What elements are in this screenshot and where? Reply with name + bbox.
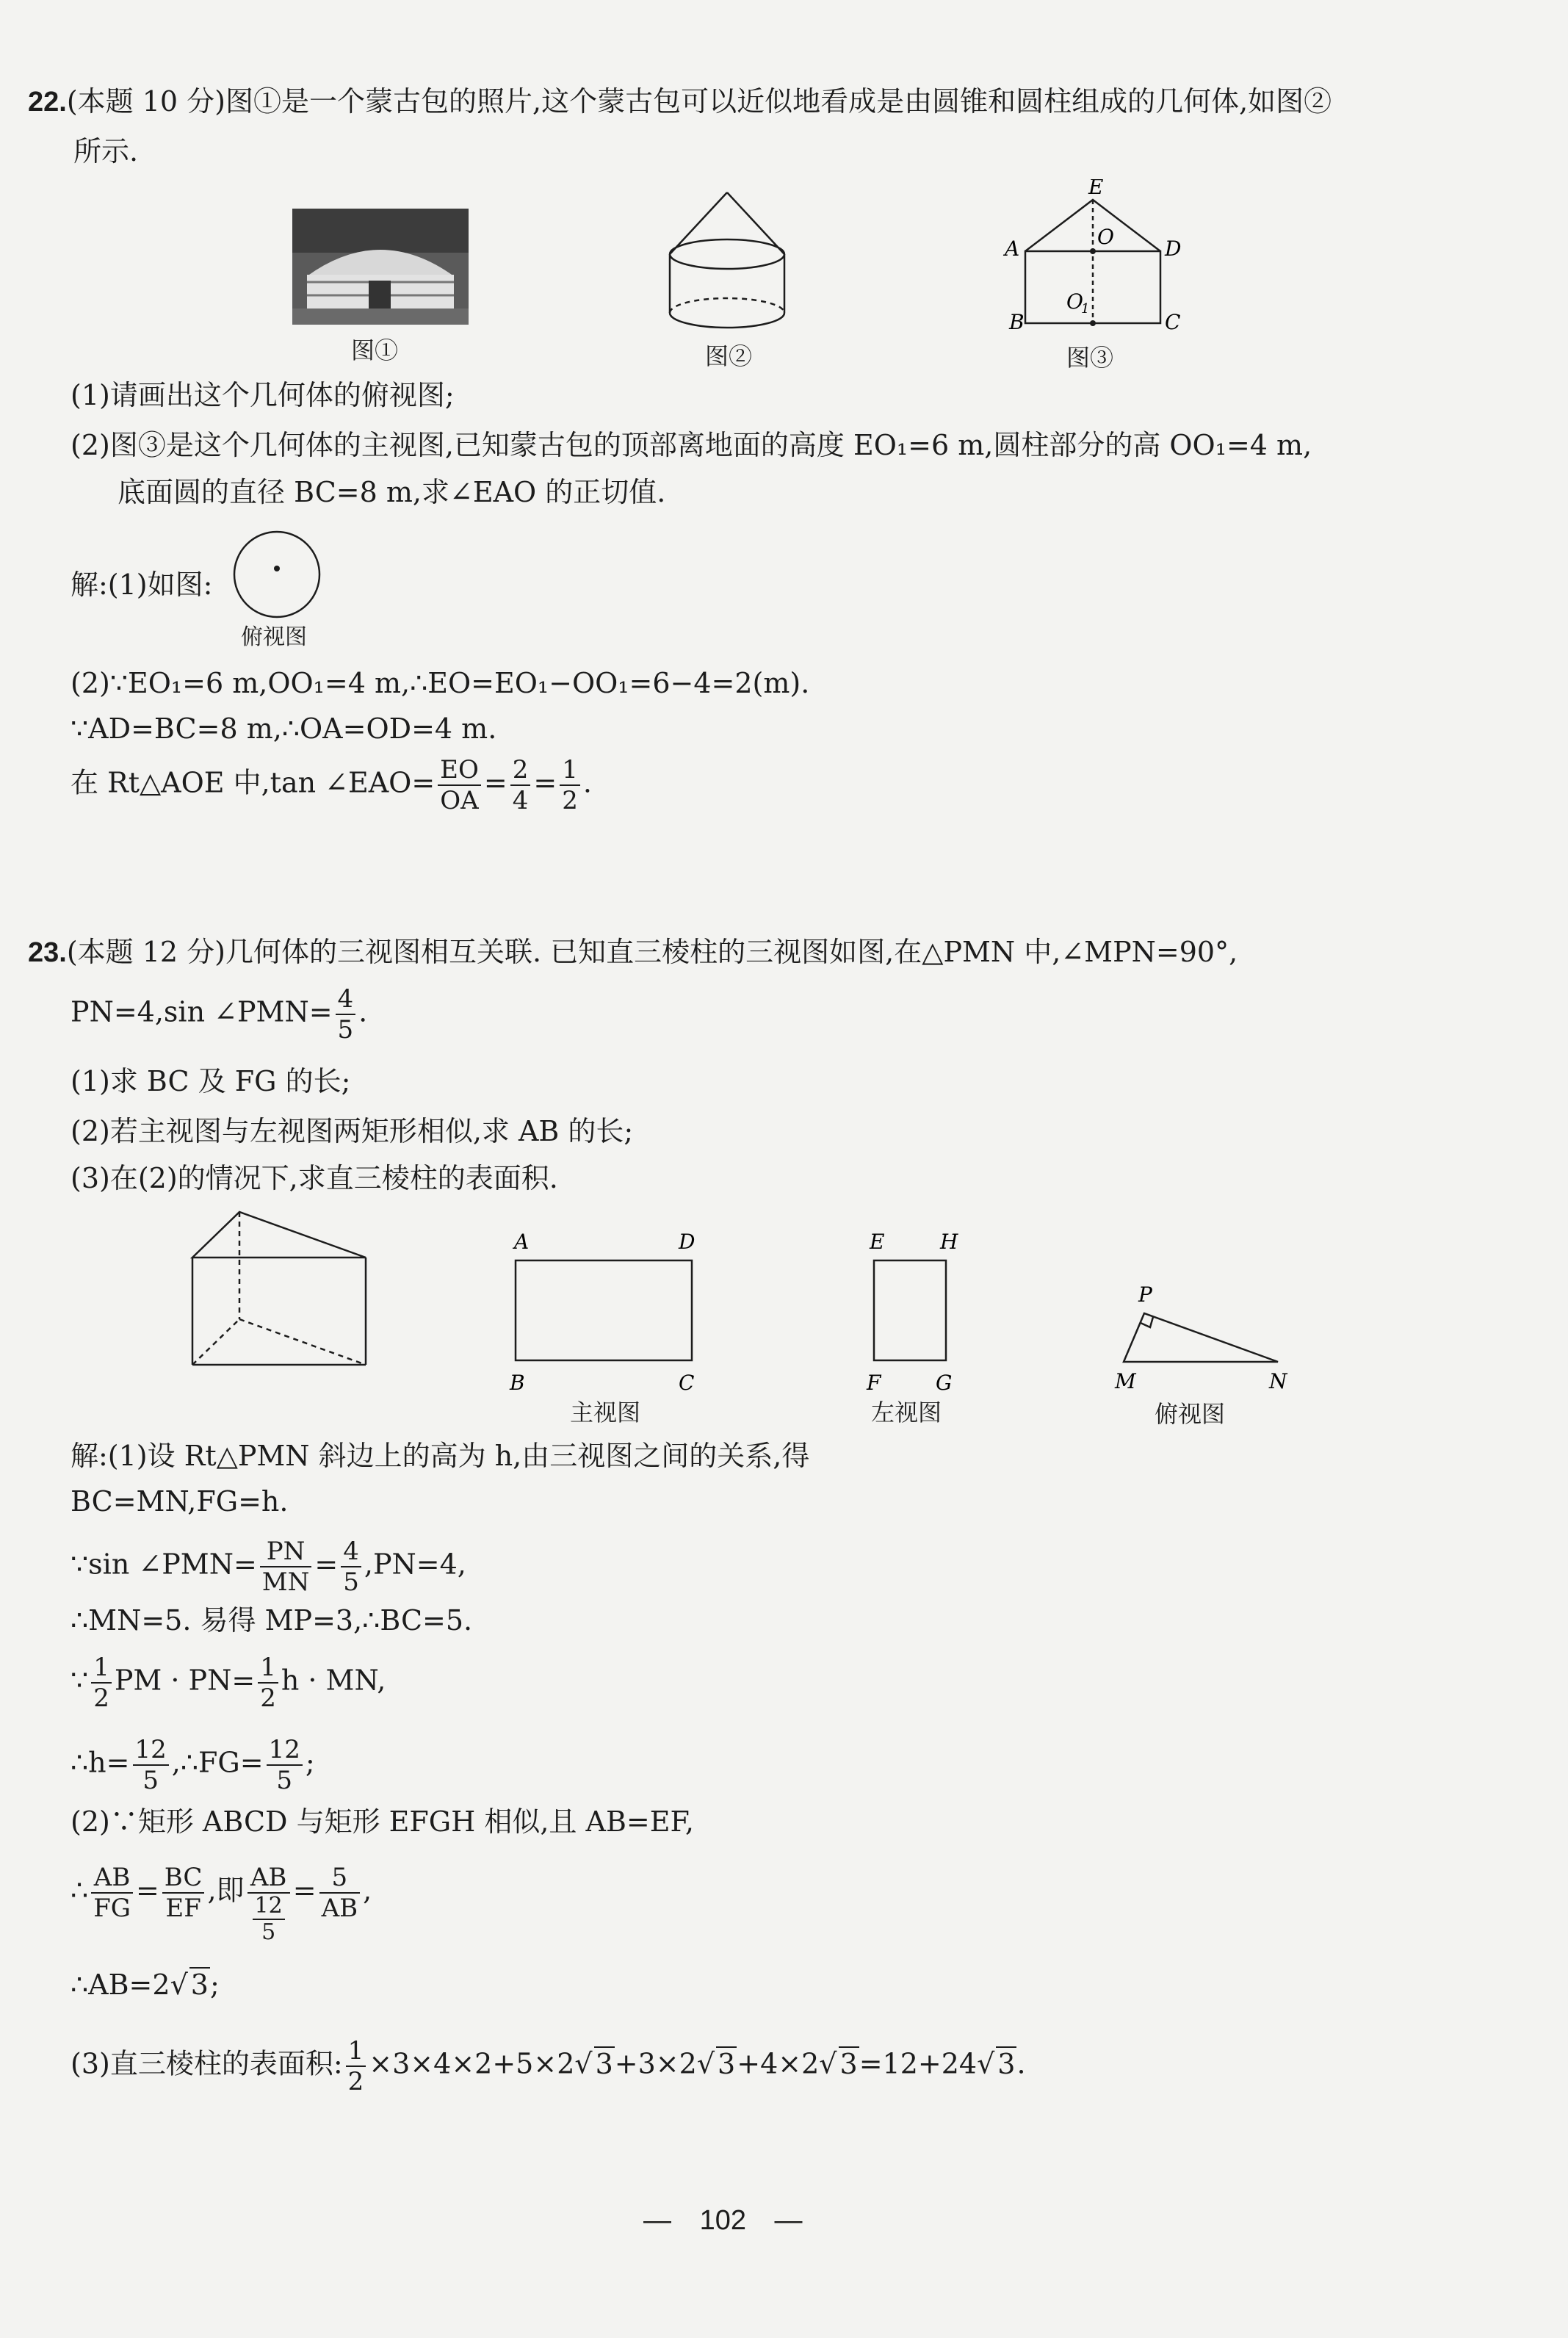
- pt-E: E: [1088, 179, 1104, 199]
- semicolon: ;: [209, 1969, 220, 2001]
- frac-half: [258, 1653, 278, 1713]
- q23-number: 23.: [28, 937, 67, 968]
- frac-den: 2: [93, 1684, 109, 1713]
- frac-pn-mn: [260, 1537, 312, 1597]
- sqrt-sign: √: [977, 2047, 995, 2080]
- fig3-label: 图③: [1066, 344, 1114, 372]
- frac-den: 5: [276, 1766, 293, 1795]
- pt-B: B: [1009, 310, 1025, 334]
- frac-4-5: [341, 1537, 361, 1597]
- frac-12-5-inner: [253, 1894, 285, 1945]
- frac-num: 12: [253, 1894, 285, 1920]
- frac-half: [346, 2036, 366, 2096]
- frac-den: [248, 1894, 290, 1945]
- q22-part2-line1: (2)图③是这个几何体的主视图,已知蒙古包的顶部离地面的高度 EO₁=6 m,圆柱部分的高 OO₁=4 m,: [71, 429, 1312, 461]
- period: .: [358, 995, 368, 1028]
- page-number: [643, 2205, 803, 2237]
- because: ∵: [71, 1664, 89, 1697]
- top-view-label-23: 俯视图: [1155, 1400, 1226, 1428]
- front-view-label: 主视图: [570, 1399, 641, 1426]
- sqrt-sign: √: [819, 2047, 837, 2080]
- equals: =: [135, 1874, 159, 1907]
- yurt-front-view: [999, 179, 1190, 341]
- frac-num: 1: [91, 1653, 112, 1684]
- frac-den: AB: [321, 1894, 358, 1923]
- area-term-c: +4×2: [737, 2047, 820, 2080]
- q23-stem-text: (本题 12 分)几何体的三视图相互关联. 已知直三棱柱的三视图如图,在△PMN 中,∠MPN=90°,: [66, 936, 1238, 968]
- q23-sol-line10: [71, 2036, 1026, 2096]
- frac-den: 2: [562, 786, 578, 815]
- prism-figure: [188, 1206, 379, 1375]
- frac-den: EF: [165, 1894, 201, 1923]
- page-number-value: 102: [699, 2205, 746, 2236]
- pt-D: D: [1165, 237, 1182, 261]
- pt-D: D: [679, 1230, 696, 1254]
- q22-stem-line2: 所示.: [73, 135, 139, 167]
- frac-num: EO: [438, 755, 481, 786]
- frac-ab-over-12-5: [248, 1863, 290, 1945]
- q23-part1: (1)求 BC 及 FG 的长;: [71, 1065, 351, 1097]
- area-end: h · MN,: [281, 1664, 386, 1697]
- frac-num: AB: [91, 1863, 133, 1894]
- q23-stem-line2: [71, 984, 367, 1044]
- q22-part2-line2: 底面圆的直径 BC=8 m,求∠EAO 的正切值.: [118, 476, 666, 508]
- frac-num: BC: [162, 1863, 205, 1894]
- ab-prefix: ∴AB=2: [71, 1969, 170, 2001]
- frac-num: 4: [341, 1537, 361, 1567]
- top-view-circle: [222, 529, 332, 624]
- namely: ,即: [207, 1874, 245, 1907]
- fg-mid: ,∴FG=: [171, 1746, 264, 1779]
- frac-2-4: [510, 755, 531, 815]
- sin-suffix: ,PN=4,: [364, 1548, 466, 1581]
- q23-sol-line3: [71, 1537, 466, 1597]
- q23-part2: (2)若主视图与左视图两矩形相似,求 AB 的长;: [71, 1115, 634, 1147]
- dash-right: —: [774, 2205, 803, 2236]
- pt-O1-sub: 1: [1081, 301, 1090, 317]
- top-view-triangle: [1109, 1278, 1300, 1396]
- front-view: [499, 1227, 720, 1403]
- q23-sol-line6: [71, 1735, 315, 1795]
- frac-den: 5: [343, 1567, 359, 1597]
- stem2-prefix: PN=4,sin ∠PMN=: [71, 995, 333, 1028]
- period: .: [1016, 2047, 1026, 2080]
- frac-4-5: [336, 984, 356, 1044]
- frac-num: 12: [133, 1735, 169, 1766]
- sqrt-sign: √: [170, 1969, 188, 2001]
- q23-sol-line7: (2)∵矩形 ABCD 与矩形 EFGH 相似,且 AB=EF,: [71, 1805, 694, 1838]
- h-prefix: ∴h=: [71, 1746, 130, 1779]
- period: .: [582, 766, 592, 799]
- frac-num: PN: [260, 1537, 312, 1567]
- dash-left: —: [643, 2205, 671, 2236]
- frac-den: 5: [337, 1015, 354, 1044]
- q22-part1: (1)请画出这个几何体的俯视图;: [71, 379, 455, 411]
- pt-F: F: [867, 1371, 881, 1395]
- sqrt-radicand: 3: [839, 2047, 858, 2080]
- q23-sol-line9: [71, 1966, 220, 2004]
- sqrt-radicand: 3: [997, 2047, 1016, 2080]
- equals: =: [292, 1874, 317, 1907]
- q22-sol2-line3: [71, 755, 592, 815]
- pt-O: O: [1097, 225, 1114, 249]
- pt-G: G: [936, 1371, 953, 1395]
- q23-sol-line8: [71, 1863, 372, 1945]
- pt-A: A: [1005, 237, 1020, 261]
- frac-num: 1: [258, 1653, 278, 1684]
- frac-num: 12: [267, 1735, 303, 1766]
- frac-num: 1: [346, 2036, 366, 2067]
- q23-sol-line1: 解:(1)设 Rt△PMN 斜边上的高为 h,由三视图之间的关系,得: [71, 1440, 810, 1472]
- pt-H: H: [940, 1230, 958, 1254]
- q22-number: 22.: [28, 87, 67, 118]
- sqrt-sign: √: [574, 2047, 593, 2080]
- frac-eo-oa: [438, 755, 481, 815]
- area-term-a: ×3×4×2+5×2: [369, 2047, 575, 2080]
- equals: =: [483, 766, 507, 799]
- comma: ,: [363, 1874, 372, 1907]
- frac-num: AB: [248, 1863, 290, 1894]
- sqrt-radicand: 3: [595, 2047, 613, 2080]
- fig1-label: 图①: [351, 336, 399, 364]
- fig2-label: 图②: [705, 342, 753, 370]
- sqrt-radicand: 3: [190, 1969, 209, 2001]
- therefore: ∴: [71, 1874, 89, 1907]
- q22-stem-text: (本题 10 分)图①是一个蒙古包的照片,这个蒙古包可以近似地看成是由圆锥和圆柱组成的几何体,如图②: [66, 85, 1332, 118]
- frac-den: MN: [261, 1567, 310, 1597]
- pt-A: A: [514, 1230, 530, 1254]
- tan-prefix: 在 Rt△AOE 中,tan ∠EAO=: [71, 766, 436, 799]
- q23-sol-line5: [71, 1653, 386, 1713]
- frac-den: 2: [260, 1684, 276, 1713]
- frac-1-2: [560, 755, 580, 815]
- sqrt-radicand: 3: [718, 2047, 736, 2080]
- frac-bc-ef: [162, 1863, 205, 1923]
- frac-half: [91, 1653, 112, 1713]
- left-view: [859, 1227, 977, 1403]
- equals: =: [314, 1548, 339, 1581]
- frac-num: 2: [510, 755, 531, 786]
- pt-B: B: [510, 1371, 525, 1395]
- pt-E: E: [870, 1230, 885, 1254]
- equals: =: [533, 766, 557, 799]
- q23-part3: (3)在(2)的情况下,求直三棱柱的表面积.: [71, 1162, 558, 1194]
- frac-12-5: [133, 1735, 169, 1795]
- pt-C: C: [679, 1371, 695, 1395]
- pt-O1: O: [1066, 289, 1083, 314]
- sin-prefix: ∵sin ∠PMN=: [71, 1548, 257, 1581]
- pt-C: C: [1165, 310, 1181, 334]
- frac-den: 5: [261, 1919, 276, 1945]
- frac-ab-fg: [91, 1863, 133, 1923]
- frac-12-5: [267, 1735, 303, 1795]
- left-view-label: 左视图: [871, 1399, 942, 1426]
- frac-den: 5: [142, 1766, 159, 1795]
- pt-N: N: [1269, 1369, 1287, 1393]
- frac-den: 4: [512, 786, 529, 815]
- semicolon: ;: [305, 1746, 315, 1779]
- q22-sol2-line1: (2)∵EO₁=6 m,OO₁=4 m,∴EO=EO₁−OO₁=6−4=2(m).: [71, 667, 810, 699]
- frac-5-ab: [319, 1863, 361, 1923]
- pt-P: P: [1138, 1282, 1152, 1307]
- pt-M: M: [1115, 1369, 1136, 1393]
- frac-num: 1: [560, 755, 580, 786]
- frac-den: 2: [347, 2067, 364, 2096]
- area-result: =12+24: [859, 2047, 978, 2080]
- q23-sol-line4: ∴MN=5. 易得 MP=3,∴BC=5.: [71, 1604, 473, 1637]
- q23-stem-line1: [28, 933, 1238, 972]
- sqrt-sign: √: [696, 2047, 715, 2080]
- yurt-photo: [292, 209, 469, 325]
- frac-num: 5: [319, 1863, 361, 1894]
- q22-sol2-line2: ∵AD=BC=8 m,∴OA=OD=4 m.: [71, 712, 497, 745]
- frac-num: 4: [336, 984, 356, 1015]
- top-view-label: 俯视图: [241, 624, 307, 650]
- q22-stem-line1: [28, 82, 1332, 121]
- cone-cylinder-figure: [661, 190, 793, 336]
- area-prefix: (3)直三棱柱的表面积:: [71, 2047, 343, 2080]
- frac-den: OA: [440, 786, 479, 815]
- frac-den: FG: [93, 1894, 131, 1923]
- q23-sol-line2: BC=MN,FG=h.: [71, 1485, 289, 1518]
- area-mid: PM · PN=: [114, 1664, 256, 1697]
- q22-solution-prefix: 解:(1)如图:: [71, 569, 213, 601]
- area-term-b: +3×2: [614, 2047, 697, 2080]
